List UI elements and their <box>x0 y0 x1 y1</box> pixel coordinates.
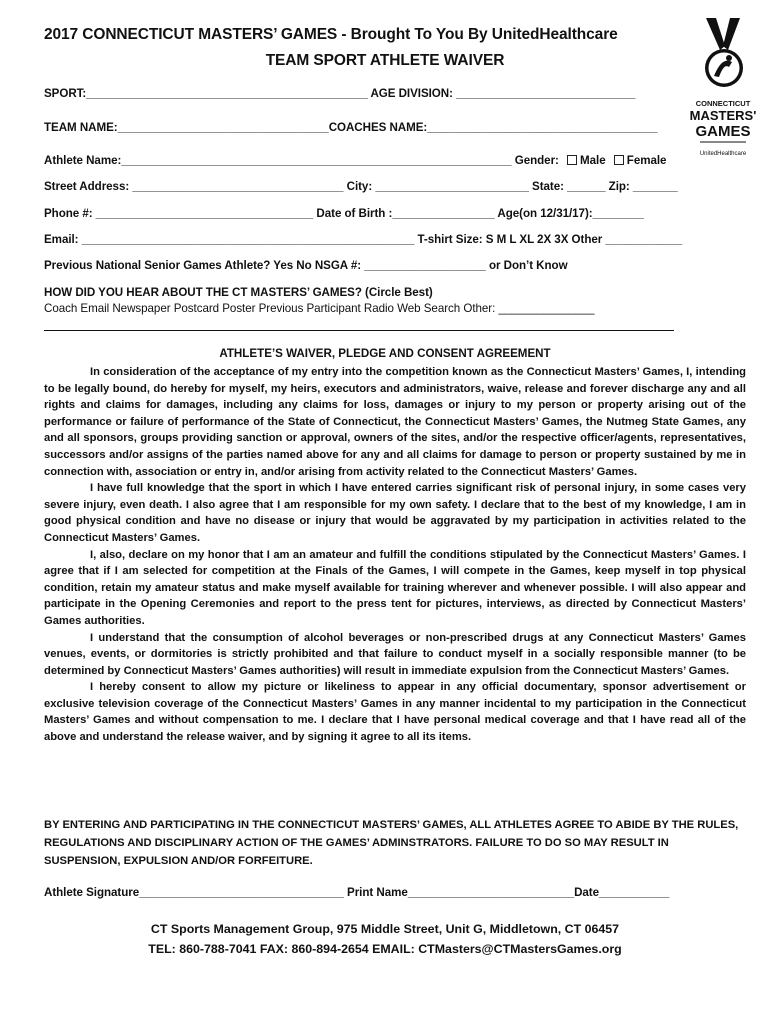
logo-line-1: CONNECTICUT <box>695 99 751 108</box>
previous-athlete-field[interactable]: Previous National Senior Games Athlete? Yes No NSGA #: ___________________ or Don’t Know <box>44 259 568 272</box>
female-label: Female <box>626 154 667 167</box>
waiver-paragraph-1: In consideration of the acceptance of my entry into the competition known as the Connecticut Masters’ Games, I, intending to be legally bound, do hereby for myself, my heirs, executors and administrators, waive, release and forever discharge any and all rights and claims for damages, including any claims for loss, damages or injury to my person or property arising out of the performance or failure of performance of the State of Connecticut, the Connecticut Masters’ Games, the Nutmeg State Games, any and all sponsors, groups providing sanction or approval, owners of the sites, and/or the respective officer/agents, representatives, successors and/or assigns of the parties named above for any and all claims for damage to person or property sustained by me in connection with, association or entry in, and/or arising from activity related to the Connecticut Masters’ Games. <box>44 366 746 478</box>
male-label: Male <box>580 154 606 167</box>
email-tshirt-field[interactable]: Email: ____________________________________________________ T-shirt Size: S M L XL 2X 3X Other ____________ <box>44 233 683 246</box>
logo-line-3: GAMES <box>695 123 751 140</box>
how-heard-question: HOW DID YOU HEAR ABOUT THE CT MASTERS’ GAMES? (Circle Best) <box>44 286 433 299</box>
logo-sponsor: UnitedHealthcare <box>699 151 747 157</box>
logo-line-2: MASTERS' <box>689 108 757 123</box>
waiver-heading: ATHLETE’S WAIVER, PLEDGE AND CONSENT AGREEMENT <box>219 347 551 360</box>
footer-address: CT Sports Management Group, 975 Middle Street, Unit G, Middletown, CT 06457 <box>150 922 620 936</box>
waiver-paragraph-5: I hereby consent to allow my picture or likeliness to appear in any official documentary, sponsor advertisement or exclusive television coverage of the Connecticut Masters’ Games in any manner incidental to my participation in the Connecticut Masters’ Games and without compensation to me. I declare that I have personal medical coverage and that I have read all of the above and understand the release waiver, and by signing it agree to all its items. <box>44 681 746 744</box>
how-heard-options[interactable]: Coach Email Newspaper Postcard Poster Previous Participant Radio Web Search Other: _______________ <box>44 302 595 315</box>
page-subtitle: TEAM SPORT ATHLETE WAIVER <box>265 52 505 69</box>
male-checkbox[interactable] <box>567 155 577 165</box>
waiver-paragraph-3: I, also, declare on my honor that I am an amateur and fulfill the conditions stipulated by the Connecticut Masters’ Games. I agree that if I am selected for competition at the Finals of the Games, I will compete in the Games, keep myself in top physical condition, retain my amateur status and make myself available for training wherever and whenever possible. I will also appear and participate in the Opening Ceremonies and report to the press tent for pictures, interviews, as directed by Connecticut Masters’ Games authorities. <box>44 548 746 627</box>
athlete-name-field[interactable]: Athlete Name:_____________________________________________________________ Gender: <box>44 154 559 167</box>
signature-line[interactable]: Athlete Signature________________________________ Print Name__________________________Date___________ <box>44 886 670 899</box>
street-address-field[interactable]: Street Address: _________________________________ City: ________________________ State: ______ Zip: _______ <box>44 180 678 193</box>
waiver-body <box>44 364 746 746</box>
athlete-name-gender-row <box>44 154 666 167</box>
page-title: 2017 CONNECTICUT MASTERS’ GAMES - Brought To You By UnitedHealthcare <box>44 26 618 43</box>
divider <box>44 330 674 331</box>
waiver-paragraph-4: I understand that the consumption of alcohol beverages or non-prescribed drugs at any Connecticut Masters’ Games venues, events, or dormitories is strictly prohibited and that failure to conduct myself in a socially responsible manner (to be determined by Connecticut Masters’ Games authorities) will result in immediate expulsion from the Connecticut Masters’ Games. <box>44 631 746 677</box>
sport-age-division-field[interactable]: SPORT:____________________________________________ AGE DIVISION: ____________________________ <box>44 87 636 100</box>
female-checkbox[interactable] <box>614 155 624 165</box>
disciplinary-notice: BY ENTERING AND PARTICIPATING IN THE CONNECTICUT MASTERS’ GAMES, ALL ATHLETES AGREE TO ABIDE BY THE RULES, REGULATIONS AND DISCIPLINARY ACTION OF THE GAMES’ ADMINSTRATORS. FAILURE TO DO SO MAY RESULT IN SUSPENSION, EXPULSION AND/OR FORFEITURE. <box>44 819 739 867</box>
ct-masters-games-logo <box>689 16 757 162</box>
phone-dob-age-field[interactable]: Phone #: __________________________________ Date of Birth :________________ Age(on 12/31/17):________ <box>44 207 644 220</box>
team-coaches-field[interactable]: TEAM NAME:_________________________________COACHES NAME:____________________________________ <box>44 121 658 134</box>
footer-contact: TEL: 860-788-7041 FAX: 860-894-2654 EMAIL: CTMasters@CTMastersGames.org <box>148 942 622 956</box>
waiver-paragraph-2: I have full knowledge that the sport in which I have entered carries significant risk of personal injury, in some cases very severe injury, even death. I also agree that I am responsible for my own safety. I declare that to the best of my knowledge, I am in good physical condition and have no disease or injury that would be aggravated by my participation in activities related to the Connecticut Masters’ Games. <box>44 482 746 544</box>
